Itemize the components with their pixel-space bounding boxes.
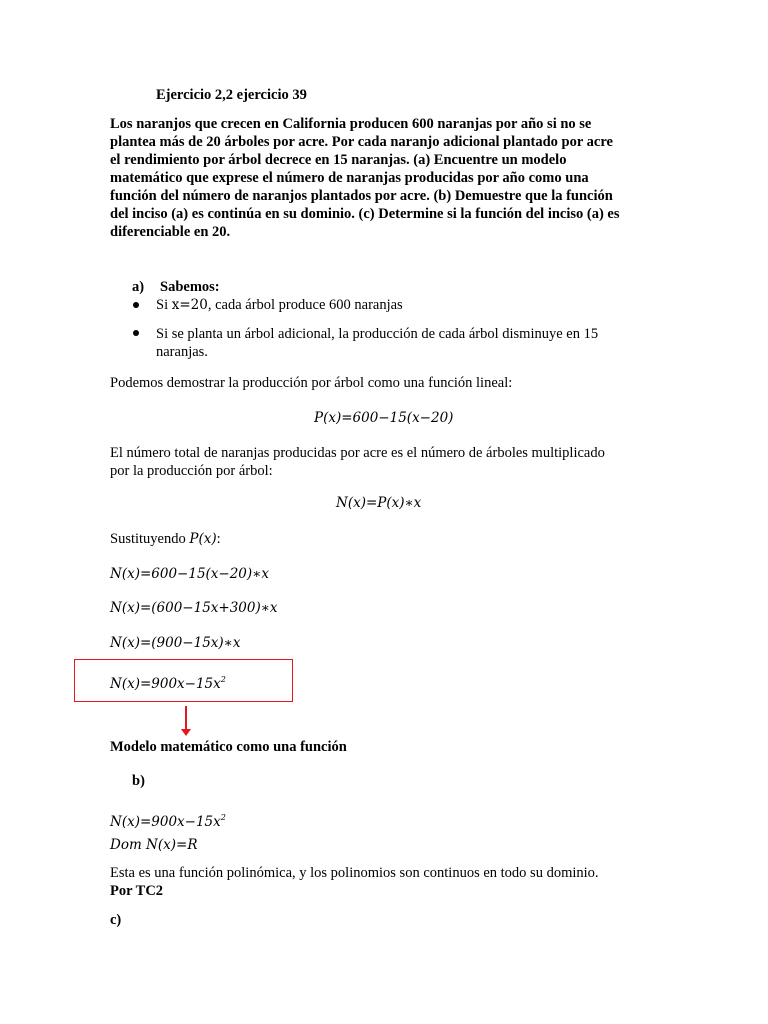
domain-equation: Dom N(x)=R [110,837,198,853]
part-c-label: c) [110,912,122,928]
problem-line: del inciso (a) es continúa en su dominio. (c) Determine si la función del inciso (a) es [110,206,620,222]
problem-statement [110,115,680,241]
linear-intro: Podemos demostrar la producción por árbol como una función lineal: [110,375,513,391]
problem-line: plantea más de 20 árboles por acre. Por cada naranjo adicional plantado por acre [110,134,613,150]
step-equation-3: N(x)=(900−15x)∗x [110,635,241,651]
arrow-down-icon [185,706,187,730]
math-x-20: x=20 [171,297,208,313]
problem-line: diferenciable en 20. [110,224,231,240]
bullet-item-1: Si x=20, cada árbol produce 600 naranjas [156,297,403,313]
arrow-head-icon [181,729,191,736]
step-equation-1: N(x)=600−15(x−20)∗x [110,566,269,582]
bullet-item-2: Si se planta un árbol adicional, la producción de cada árbol disminuye en 15 naranjas. [156,326,599,360]
total-text: El número total de naranjas producidas por acre es el número de árboles multiplicado por la producción por árbol: [110,445,605,479]
exercise-title: Ejercicio 2,2 ejercicio 39 [156,87,307,103]
substitution-label: Sustituyendo P(x): [110,531,221,547]
part-b-equation: $N(x)=900x-15x^2$ [110,813,226,830]
part-a-label: a) [132,279,145,295]
bullet-dot-icon [133,302,139,308]
step-equation-2: N(x)=(600−15x+300)∗x [110,600,278,616]
part-b-label: b) [132,773,145,789]
problem-line: Los naranjos que crecen en California producen 600 naranjas por año si no se [110,116,592,132]
problem-line: función del número de naranjos plantados por acre. (b) Demuestre que la función [110,188,613,204]
equation-n: N(x)=P(x)∗x [336,495,422,511]
theorem-reference: Por TC2 [110,883,164,899]
final-equation: $N(x)=900x-15x^2$ [110,675,226,692]
equation-p: P(x)=600−15(x−20) [314,410,454,426]
bullet-dot-icon [133,330,139,336]
problem-line: el rendimiento por árbol decrece en 15 naranjas. (a) Encuentre un modelo [110,152,567,168]
model-caption: Modelo matemático como una función [110,739,347,755]
continuity-text: Esta es una función polinómica, y los polinomios son continuos en todo su dominio. [110,865,599,881]
problem-line: matemático que exprese el número de naranjas producidas por año como una [110,170,589,186]
part-a-heading: Sabemos: [160,279,220,295]
